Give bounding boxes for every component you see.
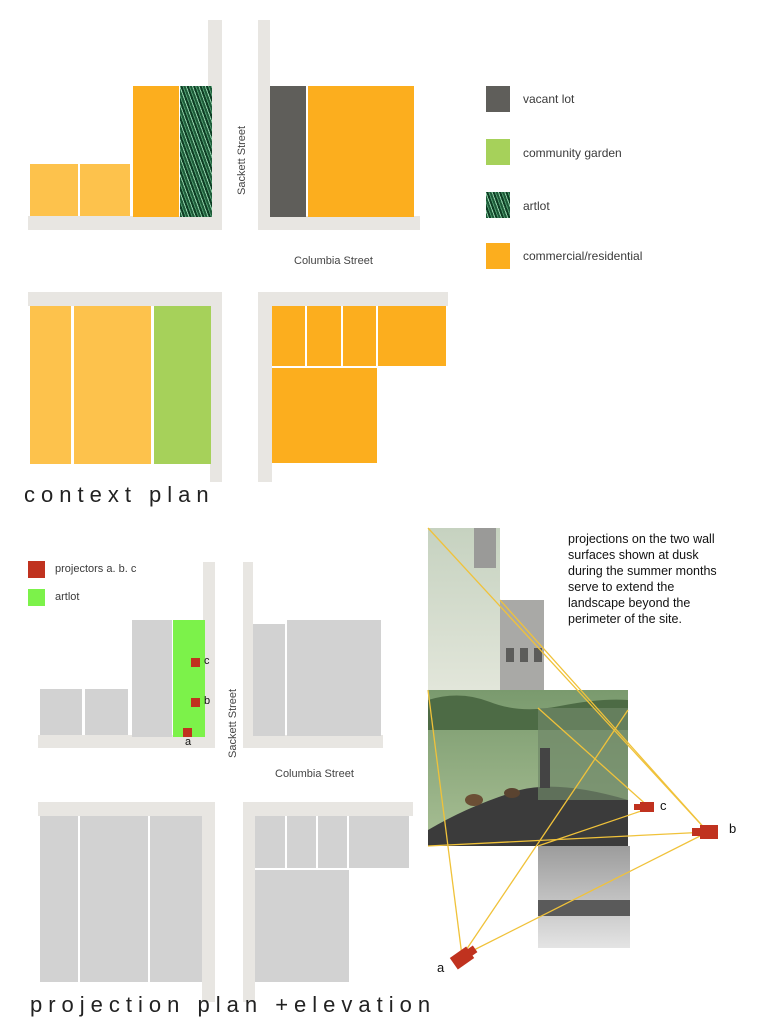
projector-label-c: c: [204, 655, 210, 667]
projector-label-b: b: [204, 695, 211, 707]
elevation-note: projections on the two wall surfaces shown at dusk during the summer months serve to extend the landscape beyond the perimeter of the site.: [568, 532, 717, 626]
elevation-inner-panel: [538, 708, 628, 800]
legend-label-artlot-plan: artlot: [55, 591, 80, 603]
legend-label-projectors: projectors a. b. c: [55, 563, 137, 575]
elevation-window: [520, 648, 528, 662]
elevation-label-c: c: [660, 798, 667, 813]
legend-label-garden: community garden: [523, 146, 622, 160]
projector-icon-c: [634, 802, 654, 812]
street-label-columbia-plan: Columbia Street: [275, 768, 354, 780]
elevation-wall-lower: [538, 846, 630, 948]
projector-icon-b: [692, 825, 718, 839]
elevation-label-a: a: [437, 960, 445, 975]
legend-label-artlot: artlot: [523, 199, 550, 213]
street-label-columbia: Columbia Street: [294, 255, 373, 267]
elevation-label-b: b: [729, 821, 737, 836]
street-label-sackett-plan: Sackett Street: [227, 688, 239, 758]
legend-label-commercial: commercial/residential: [523, 249, 643, 263]
cow-icon: [465, 794, 483, 806]
elevation-chimney: [474, 528, 496, 568]
street-label-sackett: Sackett Street: [236, 125, 248, 195]
projection-plan-title: projection plan +elevation: [30, 992, 437, 1017]
cow-icon: [504, 788, 520, 798]
elevation-post: [540, 748, 550, 788]
projector-label-a: a: [185, 736, 192, 748]
projector-icon-a: [450, 943, 479, 969]
legend-label-vacant: vacant lot: [523, 92, 575, 106]
elevation-ground-strip: [538, 900, 630, 916]
context-plan-title: context plan: [24, 482, 215, 507]
elevation-window: [506, 648, 514, 662]
